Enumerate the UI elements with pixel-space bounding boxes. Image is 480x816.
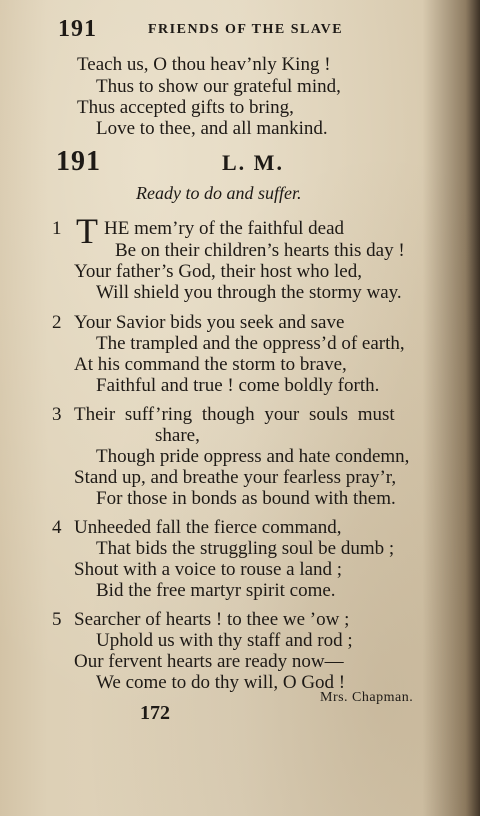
verse-line: Will shield you through the stormy way. bbox=[96, 282, 402, 303]
verse-line: HE mem’ry of the faithful dead bbox=[104, 218, 345, 239]
verse-line: share, bbox=[155, 425, 200, 446]
running-header bbox=[58, 16, 418, 44]
verse-line: Their suff’ring though your souls must bbox=[74, 404, 395, 425]
verse-line: Searcher of hearts ! to thee we ’ow ; bbox=[74, 609, 350, 630]
verse-line: Your father’s God, their host who led, bbox=[74, 261, 362, 282]
verse-line: Unheeded fall the fierce command, bbox=[74, 517, 342, 538]
verse-line: We come to do thy will, O God ! bbox=[96, 672, 346, 693]
verse-line: Shout with a voice to rouse a land ; bbox=[74, 559, 343, 580]
verse-line: Though pride oppress and hate condemn, bbox=[96, 446, 410, 467]
verse-line: Be on their children’s hearts this day ! bbox=[115, 240, 405, 261]
verse-number: 3 bbox=[52, 404, 62, 425]
prev-hymn-line: Thus to show our grateful mind, bbox=[96, 76, 341, 97]
hymn-subtitle: Ready to do and suffer. bbox=[136, 183, 302, 203]
verse-line: The trampled and the oppress’d of earth, bbox=[96, 333, 405, 354]
drop-cap: T bbox=[76, 211, 98, 251]
header-hymn-number: 191 bbox=[58, 16, 97, 42]
header-title: FRIENDS OF THE SLAVE bbox=[148, 22, 344, 37]
hymn-meter: L. M. bbox=[222, 150, 284, 175]
verse-line: That bids the struggling soul be dumb ; bbox=[96, 538, 395, 559]
verse-line: For those in bonds as bound with them. bbox=[96, 488, 396, 509]
verse-number: 1 bbox=[52, 218, 62, 239]
verse-line: Our fervent hearts are ready now— bbox=[74, 651, 344, 672]
hymn-author: Mrs. Chapman. bbox=[320, 690, 414, 705]
prev-hymn-line: Teach us, O thou heav’nly King ! bbox=[77, 54, 331, 75]
page-number: 172 bbox=[140, 702, 170, 724]
hymn-number: 191 bbox=[56, 146, 101, 177]
verse-line: Your Savior bids you seek and save bbox=[74, 312, 345, 333]
verse-line: Bid the free martyr spirit come. bbox=[96, 580, 336, 601]
verse-line: Stand up, and breathe your fearless pray’r, bbox=[74, 467, 397, 488]
verse-number: 2 bbox=[52, 312, 62, 333]
verse-number: 4 bbox=[52, 517, 62, 538]
verse-line: Uphold us with thy staff and rod ; bbox=[96, 630, 353, 651]
verse-line: At his command the storm to brave, bbox=[74, 354, 347, 375]
prev-hymn-line: Thus accepted gifts to bring, bbox=[77, 97, 294, 118]
verse-number: 5 bbox=[52, 609, 62, 630]
prev-hymn-line: Love to thee, and all mankind. bbox=[96, 118, 328, 139]
verse-line: Faithful and true ! come boldly forth. bbox=[96, 375, 380, 396]
